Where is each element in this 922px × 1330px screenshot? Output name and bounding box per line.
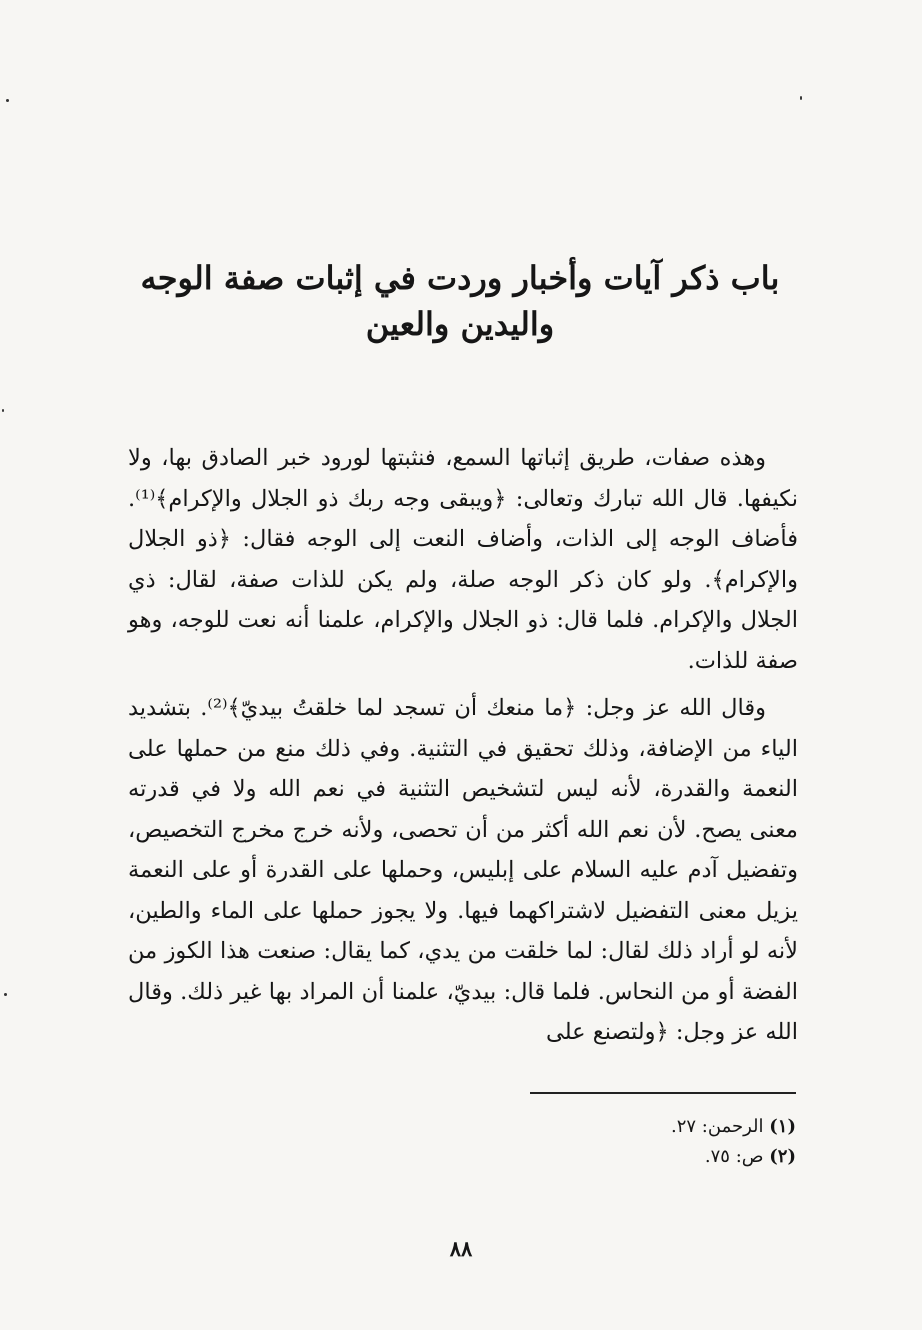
footnotes [500, 1112, 796, 1172]
scan-speck [4, 993, 7, 996]
scan-speck [800, 96, 802, 100]
footnote-number: (٢) [769, 1146, 796, 1167]
page-number: ٨٨ [449, 1236, 473, 1261]
scan-speck [2, 409, 4, 412]
chapter-title: باب ذكر آيات وأخبار وردت في إثبات صفة الوجه واليدين والعين [140, 259, 780, 343]
footnote-text: الرحمن: ٢٧. [671, 1116, 764, 1137]
paragraph: وهذه صفات، طريق إثباتها السمع، فنثبتها لورود خبر الصادق بها، ولا نكيفها. قال الله تبارك وتعالى: ﴿ويبقى وجه ربك ذو الجلال والإكرام﴾⁽¹⁾. فأضاف الوجه إلى الذات، وأضاف النعت إلى الوجه فقال: ﴿ذو الجلال والإكرام﴾. ولو كان ذكر الوجه صلة، ولم يكن للذات صفة، لقال: ذي الجلال والإكرام. فلما قال: ذو الجلال والإكرام، علمنا أنه نعت للوجه، وهو صفة للذات. [128, 445, 798, 674]
footnote-divider [530, 1092, 796, 1094]
footnote-number: (١) [769, 1116, 796, 1137]
footnote [500, 1112, 796, 1142]
scan-speck [6, 99, 9, 102]
body-text [128, 438, 798, 1053]
footnote [500, 1142, 796, 1172]
paragraph: وقال الله عز وجل: ﴿ما منعك أن تسجد لما خلقتُ بيديّ﴾⁽²⁾. بتشديد الياء من الإضافة، وذلك تحقيق في التثنية. وفي ذلك منع من حملها على النعمة والقدرة، لأنه ليس لتشخيص التثنية في نعم الله ولا في قدرته معنى يصح. لأن نعم الله أكثر من أن تحصى، ولأنه خرج مخرج التخصيص، وتفضيل آدم عليه السلام على إبليس، وحملها على القدرة أو على النعمة يزيل معنى التفضيل لاشتراكهما فيها. ولا يجوز حملها على الماء والطين، لأنه لو أراد ذلك لقال: لما خلقت من يدي، كما يقال: صنعت هذا الكوز من الفضة أو من النحاس. فلما قال: بيديّ، علمنا أن المراد بها غير ذلك. وقال الله عز وجل: ﴿ولتصنع على [128, 695, 798, 1045]
footnote-text: ص: ٧٥. [704, 1146, 764, 1167]
